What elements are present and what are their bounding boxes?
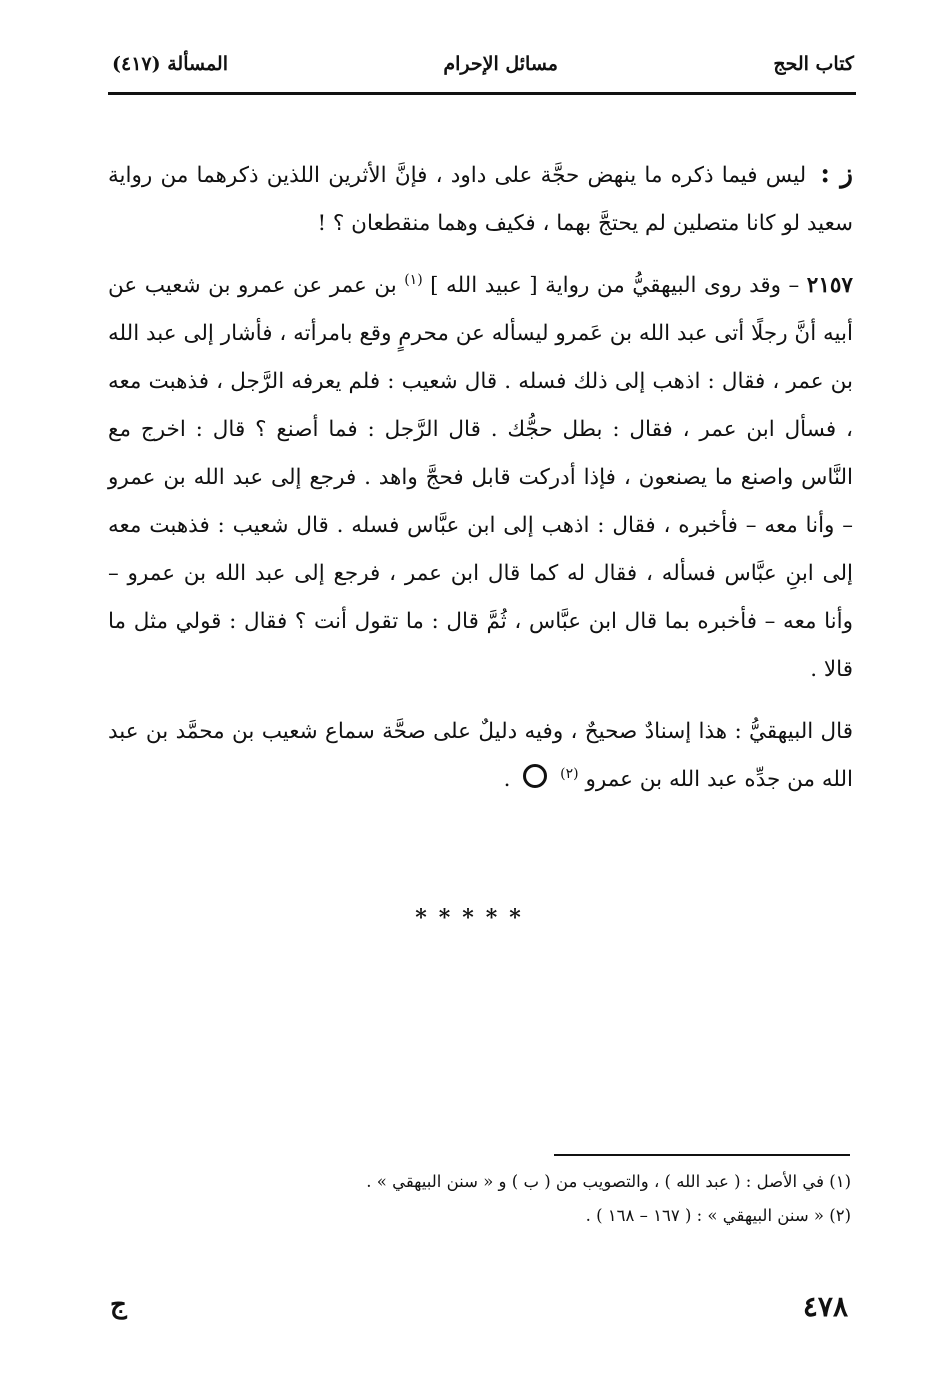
paragraph-conclusion xyxy=(108,708,853,804)
paragraph-narration xyxy=(108,262,853,694)
narration-text: بن عمر عن عمرو بن شعيب عن أبيه أنَّ رجلًا أتى عبد الله بن عَمرو ليسأله عن محرمٍ وقع بامرأته ، فأشار إلى عبد الله بن عمر ، فقال : اذهب إلى ذلك فسله . قال شعيب : فلم يعرفه الرَّجل ، فذهبت معه ، فسأل ابن عمر ، فقال : بطل حجُّك . قال الرَّجل : فما أصنع ؟ قال : اخرج مع النَّاس واصنع ما يصنعون ، فإذا أدركت قابل فحجَّ واهد . فرجع إلى عبد الله بن عمرو – وأنا معه – فأخبره ، فقال : اذهب إلى ابن عبَّاس فسله . قال شعيب : فذهبت معه إلى ابنِ عبَّاس فسأله ، فقال له كما قال ابن عمر ، فرجع إلى عبد الله بن عمرو – وأنا معه – فأخبره بما قال ابن عبَّاس ، ثُمَّ قال : ما تقول أنت ؟ فقال : قولي مثل ما قالا . xyxy=(108,273,853,682)
page-number: ٤٧٨ xyxy=(802,1290,848,1323)
footnote-divider xyxy=(554,1154,850,1156)
commentary-text: ليس فيما ذكره ما ينهض حجَّة على داود ، فإنَّ الأثرين اللذين ذكرهما من رواية سعيد لو كانا متصلين لم يحتجَّ بهما ، فكيف وهما منقطعان ؟ ! xyxy=(108,163,853,236)
narration-text-start: – وقد روى البيهقيُّ من رواية [ عبيد الله ] xyxy=(430,273,800,298)
footnote-ref-2[interactable]: (٢) xyxy=(560,765,579,782)
footnotes xyxy=(108,1165,851,1233)
narration-number: ٢١٥٧ xyxy=(806,273,853,298)
end-of-issue-circle-icon xyxy=(523,764,547,788)
section-title: مسائل الإحرام xyxy=(443,53,558,75)
paragraph-commentary xyxy=(108,150,853,248)
footnote-2: (٢) « سنن البيهقي » : ( ١٦٧ – ١٦٨ ) . xyxy=(585,1206,851,1225)
running-header xyxy=(112,44,854,84)
issue-label: المسألة (٤١٧) xyxy=(112,53,228,75)
commentary-marker: ز : xyxy=(820,159,853,189)
footnote-ref-1[interactable]: (١) xyxy=(404,271,423,288)
book-title: كتاب الحج xyxy=(773,53,854,75)
section-separator: ***** xyxy=(415,905,533,931)
main-text xyxy=(108,150,853,818)
header-divider xyxy=(108,92,856,95)
conclusion-end: . xyxy=(503,767,511,792)
conclusion-text: قال البيهقيُّ : هذا إسنادٌ صحيحٌ ، وفيه دليلٌ على صحَّة سماع شعيب بن محمَّد بن عبد الله من جدِّه عبد الله بن عمرو xyxy=(108,719,853,792)
footnote-1: (١) في الأصل : ( عبد الله ) ، والتصويب من ( ب ) و « سنن البيهقي » . xyxy=(366,1172,851,1191)
signature-letter: ج xyxy=(110,1290,127,1320)
